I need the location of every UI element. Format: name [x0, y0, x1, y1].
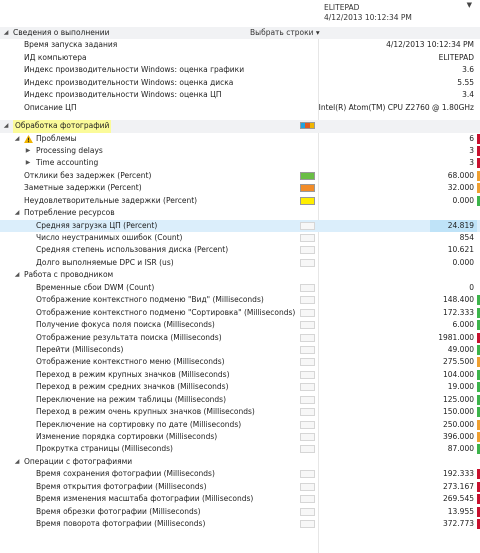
row-label: Время изменения масштаба фотографии (Milliseconds)	[36, 494, 254, 504]
collapse-icon[interactable]: ◢	[14, 134, 20, 142]
table-row[interactable]	[0, 282, 480, 294]
table-row[interactable]	[0, 443, 480, 455]
results-header	[0, 0, 480, 27]
collapse-icon[interactable]: ◢	[3, 29, 9, 36]
table-row[interactable]: Индекс производительности Windows: оценка графики 3.6	[24, 65, 474, 75]
section-title: Сведения о выполнении	[13, 28, 110, 37]
row-value: 104.000	[442, 369, 474, 379]
row-value: 396.000	[442, 432, 474, 441]
row-label: Время открытия фотографии (Milliseconds)	[36, 481, 207, 491]
table-row[interactable]	[0, 344, 480, 356]
photo-op-rows	[0, 468, 480, 530]
table-row[interactable]: Индекс производительности Windows: оценка ЦП 3.4	[24, 90, 474, 100]
empty-swatch	[300, 383, 315, 391]
row-value: 87.000	[447, 444, 474, 454]
column-menu-icon[interactable]: ▼	[466, 1, 472, 9]
row-value: 19.000	[447, 382, 474, 392]
row-label: Переключение на сортировку по дате (Milliseconds)	[36, 419, 242, 429]
empty-swatch	[300, 309, 315, 317]
empty-swatch	[300, 421, 315, 429]
row-label: Отображение контекстного подменю "Сортировка" (Milliseconds)	[36, 307, 296, 317]
row-label: Переход в режим крупных значков (Milliseconds)	[36, 369, 230, 379]
machine-name: ELITEPAD	[324, 3, 360, 12]
table-row[interactable]: Средняя степень использования диска (Percent) 10.621	[36, 245, 474, 255]
explorer-rows	[0, 282, 480, 456]
table-row[interactable]	[0, 518, 480, 530]
row-value: 49.000	[447, 344, 474, 354]
table-row[interactable]	[0, 506, 480, 518]
row-label: Отображение контекстного подменю "Вид" (Milliseconds)	[36, 295, 264, 305]
table-row[interactable]	[0, 294, 480, 306]
empty-swatch	[300, 483, 315, 491]
empty-swatch	[300, 234, 315, 242]
table-row-selected[interactable]: Средняя загрузка ЦП (Percent) 24.819	[0, 220, 480, 232]
table-row[interactable]	[0, 419, 480, 431]
expand-icon[interactable]: ▶	[25, 146, 31, 154]
row-label: Отображение контекстного меню (Milliseconds)	[36, 357, 225, 367]
table-row[interactable]	[0, 356, 480, 368]
table-row[interactable]	[0, 431, 480, 443]
table-row[interactable]	[0, 319, 480, 331]
empty-swatch	[300, 520, 315, 528]
row-label: Переход в режим средних значков (Milliseconds)	[36, 382, 229, 392]
empty-swatch	[300, 222, 315, 230]
row-label: Время сохранения фотографии (Milliseconds)	[36, 469, 215, 479]
empty-swatch	[300, 495, 315, 503]
empty-swatch	[300, 470, 315, 478]
select-rows-button[interactable]: Выбрать строки ▾	[250, 28, 320, 37]
row-value: 275.500	[442, 357, 474, 367]
empty-swatch	[300, 321, 315, 329]
row-value: 13.955	[447, 506, 474, 516]
row-value: 250.000	[442, 419, 474, 429]
empty-swatch	[300, 371, 315, 379]
table-row[interactable]: Заметные задержки (Percent) 32.000	[0, 182, 480, 194]
empty-swatch	[300, 396, 315, 404]
table-row[interactable]	[0, 369, 480, 381]
row-value: 269.545	[442, 494, 474, 504]
empty-swatch	[300, 358, 315, 366]
empty-swatch	[300, 433, 315, 441]
row-value: 0	[469, 282, 474, 292]
row-value: 148.400	[442, 295, 474, 305]
table-row[interactable]: Неудовлетворительные задержки (Percent) 0.000	[0, 195, 480, 207]
row-label: Время обрезки фотографии (Milliseconds)	[36, 506, 201, 516]
table-row[interactable]: Долго выполняемые DPC и ISR (us) 0.000	[36, 257, 474, 267]
run-timestamp: 4/12/2013 10:12:34 PM	[324, 13, 412, 22]
group-explorer[interactable]: ◢ Работа с проводником	[0, 269, 480, 281]
collapse-icon[interactable]: ◢	[3, 122, 9, 130]
collapse-icon[interactable]: ◢	[14, 209, 20, 217]
section-title: Обработка фотографий	[13, 120, 111, 132]
green-swatch	[300, 172, 315, 180]
table-row[interactable]: ▶ Time accounting 3	[0, 157, 480, 169]
machine-header	[324, 3, 412, 23]
table-row[interactable]	[0, 493, 480, 505]
section-photo-processing[interactable]	[0, 120, 480, 132]
warning-icon	[24, 135, 33, 143]
row-label: Перейти (Milliseconds)	[36, 344, 124, 354]
row-value: 6.000	[452, 320, 474, 330]
row-value: 1981.000	[438, 332, 474, 342]
row-label: Получение фокуса поля поиска (Milliseconds)	[36, 320, 215, 330]
problems-row[interactable]: ◢ Проблемы 6	[0, 133, 480, 145]
section-execution-info[interactable]	[0, 27, 480, 39]
empty-swatch	[300, 284, 315, 292]
row-value: 192.333	[442, 469, 474, 479]
table-row[interactable]: Индекс производительности Windows: оценка диска 5.55	[24, 77, 474, 87]
table-row[interactable]: Описание ЦП Intel(R) Atom(TM) CPU Z2760 @ 1.80GHz	[24, 102, 474, 112]
row-label: Временные сбои DWM (Count)	[36, 282, 155, 292]
group-resources[interactable]: ◢ Потребление ресурсов	[0, 207, 480, 219]
table-row[interactable]: Время запуска задания 4/12/2013 10:12:34 PM	[24, 40, 474, 50]
empty-swatch	[300, 259, 315, 267]
table-row[interactable]: Отклики без задержек (Percent) 68.000	[0, 170, 480, 182]
row-label: Прокрутка страницы (Milliseconds)	[36, 444, 173, 454]
table-row[interactable]	[0, 307, 480, 319]
table-row[interactable]: ИД компьютера ELITEPAD	[24, 52, 474, 62]
expand-icon[interactable]: ▶	[25, 159, 31, 167]
row-label: Переход в режим очень крупных значков (Milliseconds)	[36, 407, 255, 417]
empty-swatch	[300, 296, 315, 304]
empty-swatch	[300, 246, 315, 254]
row-label: Переключение на режим таблицы (Milliseconds)	[36, 394, 227, 404]
empty-swatch	[300, 445, 315, 453]
row-value: 172.333	[442, 307, 474, 317]
empty-swatch	[300, 334, 315, 342]
empty-swatch	[300, 346, 315, 354]
orange-swatch	[300, 184, 315, 192]
table-row[interactable]	[0, 332, 480, 344]
row-value: 273.167	[442, 481, 474, 491]
row-label: Изменение порядка сортировки (Milliseconds)	[36, 432, 218, 441]
table-row[interactable]	[0, 406, 480, 418]
table-row[interactable]: ▶ Processing delays 3	[0, 145, 480, 157]
table-row[interactable]	[0, 481, 480, 493]
row-label: Время поворота фотографии (Milliseconds)	[36, 519, 206, 529]
row-value: 372.773	[442, 519, 474, 529]
collapse-icon[interactable]: ◢	[14, 457, 20, 465]
results-table	[0, 27, 480, 531]
table-row[interactable]: Число неустранимых ошибок (Count) 854	[36, 233, 474, 242]
group-photo-ops[interactable]: ◢ Операции с фотографиями	[0, 456, 480, 468]
assessment-color-icon	[300, 122, 315, 129]
empty-swatch	[300, 508, 315, 516]
yellow-swatch	[300, 197, 315, 205]
row-value: 125.000	[442, 394, 474, 404]
row-label: Отображение результата поиска (Milliseconds)	[36, 332, 222, 342]
row-value: 150.000	[442, 407, 474, 417]
empty-swatch	[300, 408, 315, 416]
table-row[interactable]	[0, 468, 480, 480]
table-row[interactable]	[0, 394, 480, 406]
collapse-icon[interactable]: ◢	[14, 271, 20, 279]
table-row[interactable]	[0, 381, 480, 393]
